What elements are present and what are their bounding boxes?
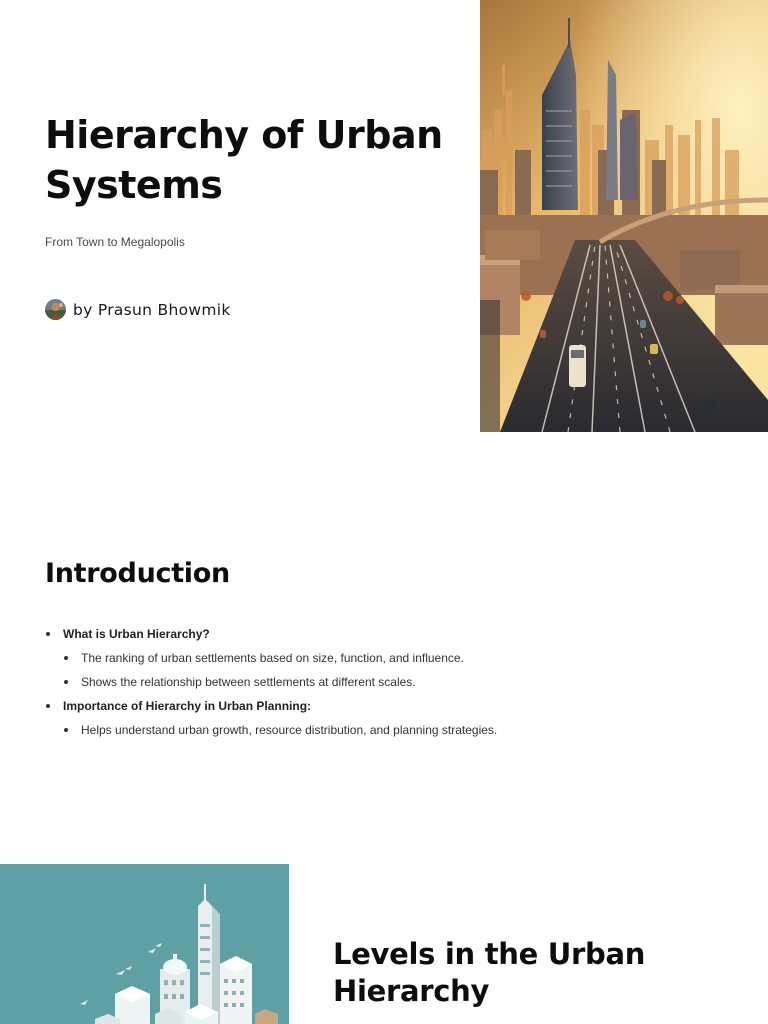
bullet-text: What is Urban Hierarchy? xyxy=(63,627,210,641)
isometric-city-image xyxy=(0,864,289,1024)
bullet-dot-icon xyxy=(46,704,50,708)
author-name: by Prasun Bhowmik xyxy=(73,300,231,319)
bullet-dot-icon xyxy=(64,680,68,684)
presentation-subtitle: From Town to Megalopolis xyxy=(45,235,185,249)
levels-heading: Levels in the Urban Hierarchy xyxy=(333,937,646,1008)
city-skyline-image xyxy=(480,0,768,432)
introduction-bullet-list xyxy=(45,622,725,742)
sub-bullet-text: The ranking of urban settlements based on size, function, and influence. xyxy=(81,651,464,665)
introduction-slide xyxy=(0,432,768,864)
author-byline xyxy=(45,299,231,320)
bullet-what-is-urban-hierarchy xyxy=(45,622,725,646)
bullet-dot-icon xyxy=(64,728,68,732)
sub-bullet-text: Helps understand urban growth, resource distribution, and planning strategies. xyxy=(81,723,498,737)
title-block xyxy=(45,110,445,249)
list-item xyxy=(45,694,725,742)
bullet-dot-icon xyxy=(64,656,68,660)
introduction-heading: Introduction xyxy=(45,558,230,589)
presentation-title: Hierarchy of Urban Systems xyxy=(45,113,443,207)
sub-bullet xyxy=(45,670,725,694)
list-item xyxy=(45,622,725,694)
sub-bullet-text: Shows the relationship between settlements at different scales. xyxy=(81,675,416,689)
avatar xyxy=(45,299,66,320)
levels-slide xyxy=(0,864,768,1024)
sub-bullet xyxy=(45,718,725,742)
bullet-importance-of-hierarchy xyxy=(45,694,725,718)
bullet-dot-icon xyxy=(46,632,50,636)
bullet-text: Importance of Hierarchy in Urban Planning: xyxy=(63,699,312,713)
sub-bullet xyxy=(45,646,725,670)
title-slide xyxy=(0,0,768,432)
